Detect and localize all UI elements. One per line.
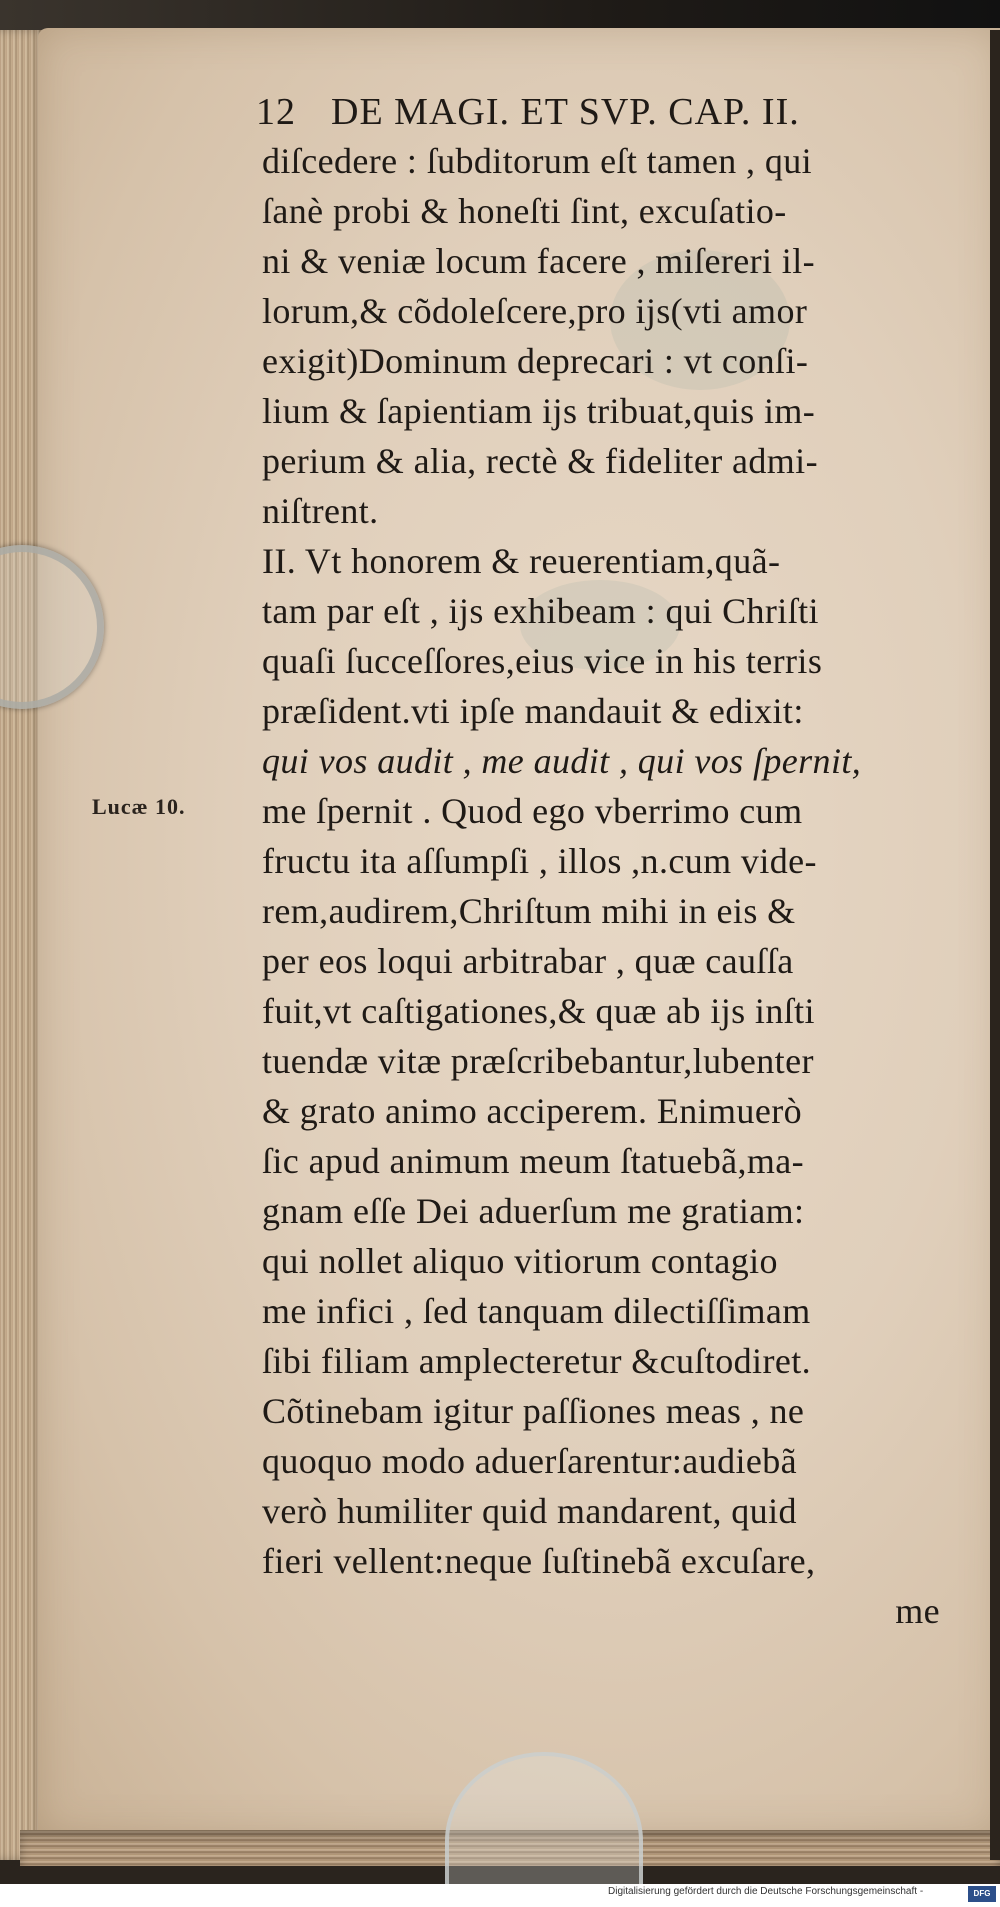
text-line: tuendæ vitæ præſcribebantur,lubenter (262, 1041, 814, 1081)
running-head: DE MAGI. ET SVP. CAP. II. (331, 91, 800, 133)
text-line: diſcedere : ſubditorum eſt tamen , qui (262, 141, 813, 181)
text-line: qui nollet aliquo vitiorum contagio (262, 1241, 778, 1281)
page-number: 12 (256, 91, 296, 133)
text-line: me ſpernit . Quod ego vberrimo cum (262, 791, 803, 831)
text-line: quaſi ſucceſſores,eius vice in his terris (262, 641, 823, 681)
text-line: fructu ita aſſumpſi , illos ,n.cum vide- (262, 841, 817, 881)
page-header (256, 88, 952, 136)
text-line: fieri vellent:neque ſuſtinebã excuſare, (262, 1541, 816, 1581)
margin-note: Lucæ 10. (92, 794, 186, 819)
text-line: præſident.vti ipſe mandauit & edixit: (262, 691, 804, 731)
text-line-quotation: qui vos audit , me audit , qui vos ſpernit, (262, 741, 862, 781)
text-line: per eos loqui arbitrabar , quæ cauſſa (262, 941, 794, 981)
text-line: rem,audirem,Chriſtum mihi in eis & (262, 891, 796, 931)
text-line: ſanè probi & honeſti ſint, excuſatio- (262, 191, 787, 231)
text-line: gnam eſſe Dei aduerſum me gratiam: (262, 1191, 805, 1231)
text-line: II. Vt honorem & reuerentiam,quã- (262, 541, 781, 581)
text-line: ſic apud animum meum ſtatuebã,ma- (262, 1141, 805, 1181)
text-line: tam par eſt , ijs exhibeam : qui Chriſti (262, 591, 819, 631)
text-line: me infici , ſed tanquam dilectiſſimam (262, 1291, 811, 1331)
text-line: ſibi filiam amplecteretur &cuſtodiret. (262, 1341, 812, 1381)
catchword: me (895, 1591, 940, 1631)
text-line: verò humiliter quid mandarent, quid (262, 1491, 797, 1531)
text-line: lium & ſapientiam ijs tribuat,quis im- (262, 391, 816, 431)
dfg-logo: DFG (968, 1886, 996, 1902)
page-text (256, 88, 952, 1636)
text-line: niſtrent. (262, 491, 379, 531)
text-line: Cõtinebam igitur paſſiones meas , ne (262, 1391, 805, 1431)
text-line: lorum,& cõdoleſcere,pro ijs(vti amor (262, 291, 808, 331)
text-line: quoquo modo aduerſarentur:audiebã (262, 1441, 798, 1481)
text-line: perium & alia, rectè & fideliter admi- (262, 441, 818, 481)
text-line: fuit,vt caſtigationes,& quæ ab ijs inſti (262, 991, 815, 1031)
page-edge-right (990, 30, 1000, 1860)
text-line: exigit)Dominum deprecari : vt conſi- (262, 341, 809, 381)
text-line: & grato animo acciperem. Enimuerò (262, 1091, 802, 1131)
text-line: ni & veniæ locum facere , miſereri il- (262, 241, 816, 281)
digitization-credit: Digitalisierung gefördert durch die Deutsche Forschungsgemeinschaft - (608, 1886, 924, 1897)
